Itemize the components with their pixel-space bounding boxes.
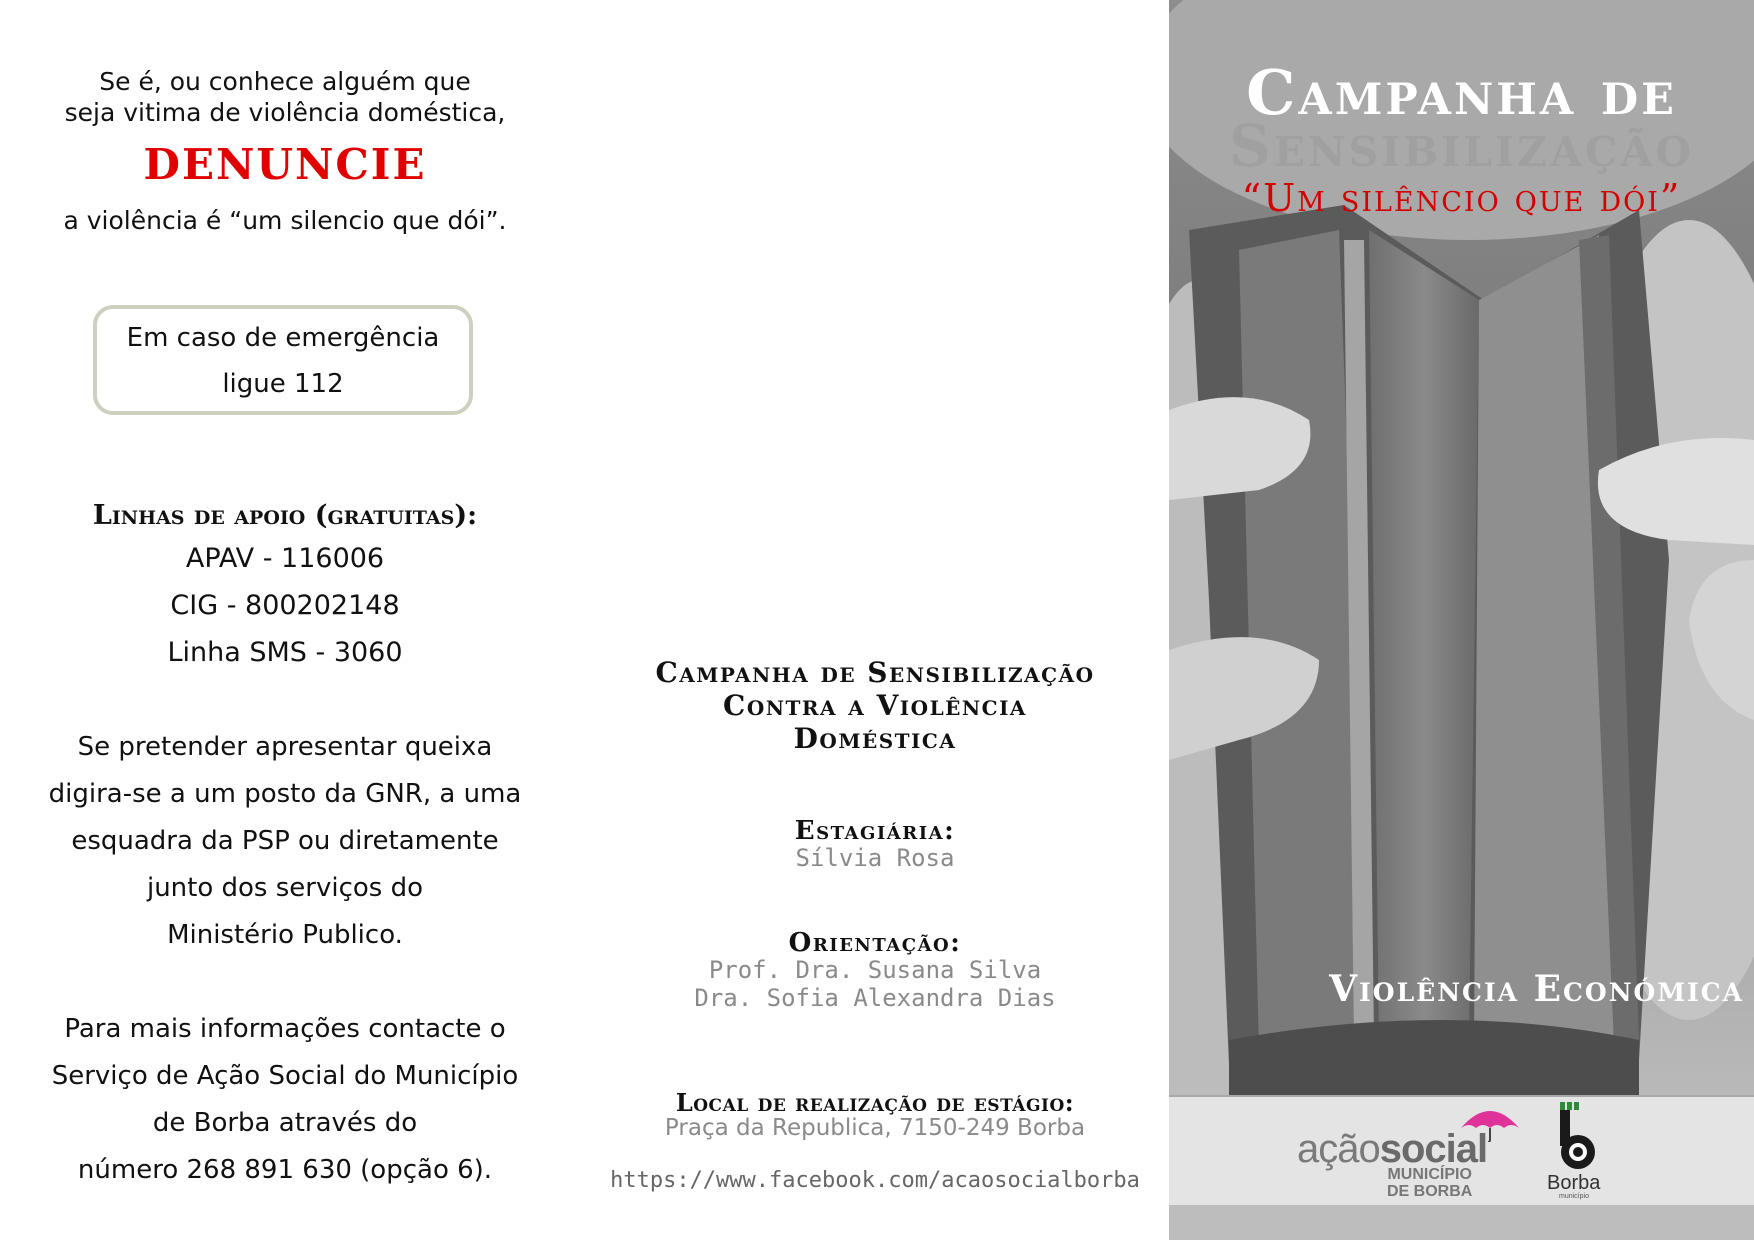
- orientation-names: [580, 956, 1170, 1012]
- contact-line: Serviço de Ação Social do Município: [51, 1061, 519, 1091]
- campaign-title-line: Contra a Violência: [723, 689, 1027, 722]
- contact-line: número 268 891 630 (opção 6).: [77, 1155, 493, 1185]
- location-value: Praça da Republica, 7150-249 Borba: [664, 1115, 1086, 1141]
- left-panel: [0, 0, 570, 1240]
- complaint-line: esquadra da PSP ou diretamente: [71, 826, 499, 856]
- facebook-link[interactable]: https://www.facebook.com/acaosocialborba: [610, 1168, 1140, 1193]
- orientation-label: Orientação:: [788, 928, 962, 958]
- intern-name: Sílvia Rosa: [795, 844, 955, 872]
- emergency-line-1: Em caso de emergência: [126, 323, 440, 353]
- campaign-title: [580, 656, 1170, 755]
- borba-logo-subtext: município: [1559, 1193, 1589, 1200]
- cover-topic: Violência Económica: [1329, 968, 1744, 1010]
- contact-line: Para mais informações contacte o: [64, 1014, 506, 1044]
- support-line-cig: CIG - 800202148: [170, 590, 400, 621]
- borba-logo-text: Borba: [1547, 1172, 1601, 1194]
- intro-line-2: seja vitima de violência doméstica,: [64, 98, 506, 127]
- contact-text: [20, 1006, 550, 1194]
- acao-social-sub-line: MUNICÍPIO: [1387, 1166, 1472, 1183]
- acao-social-logo-light: ação: [1297, 1127, 1380, 1171]
- bottom-strip: [1169, 1205, 1754, 1240]
- campaign-title-line: Doméstica: [793, 722, 957, 755]
- cover-title-line-1: Campanha de: [1246, 56, 1677, 129]
- call-to-action: DENUNCIE: [143, 140, 427, 189]
- intro-line-3: a violência é “um silencio que dói”.: [63, 206, 507, 235]
- intro-line-1: Se é, ou conhece alguém que: [99, 67, 471, 96]
- support-lines-title: Linhas de apoio (gratuitas):: [92, 500, 478, 531]
- complaint-line: Se pretender apresentar queixa: [77, 732, 493, 762]
- support-lines: [20, 535, 550, 676]
- orientation-name: Prof. Dra. Susana Silva: [708, 956, 1042, 984]
- complaint-line: junto dos serviços do: [146, 873, 424, 903]
- emergency-box: [93, 305, 473, 415]
- location-label: Local de realização de estágio:: [675, 1088, 1075, 1117]
- cover-subtitle: “Um silêncio que dói”: [1241, 176, 1682, 220]
- intern-label: Estagiária:: [794, 816, 956, 846]
- orientation-name: Dra. Sofia Alexandra Dias: [694, 984, 1056, 1012]
- middle-panel: [580, 0, 1170, 1240]
- emergency-line-2: ligue 112: [222, 369, 344, 399]
- campaign-title-line: Campanha de Sensibilização: [655, 656, 1095, 689]
- complaint-text: [20, 724, 550, 959]
- contact-line: de Borba através do: [152, 1108, 418, 1138]
- borba-logo-icon: [1552, 1100, 1598, 1170]
- complaint-line: digira-se a um posto da GNR, a uma: [48, 779, 522, 809]
- support-line-sms: Linha SMS - 3060: [167, 637, 403, 668]
- cover-panel: [1169, 0, 1754, 1240]
- support-line-apav: APAV - 116006: [185, 543, 385, 574]
- complaint-line: Ministério Publico.: [167, 920, 403, 950]
- intro-text: [20, 66, 550, 128]
- cover-title-line-2: Sensibilização: [1228, 112, 1695, 180]
- acao-social-logo-subtitle: [1387, 1166, 1472, 1200]
- acao-social-sub-line: DE BORBA: [1387, 1183, 1473, 1200]
- acao-social-logo-bold: social: [1379, 1127, 1488, 1171]
